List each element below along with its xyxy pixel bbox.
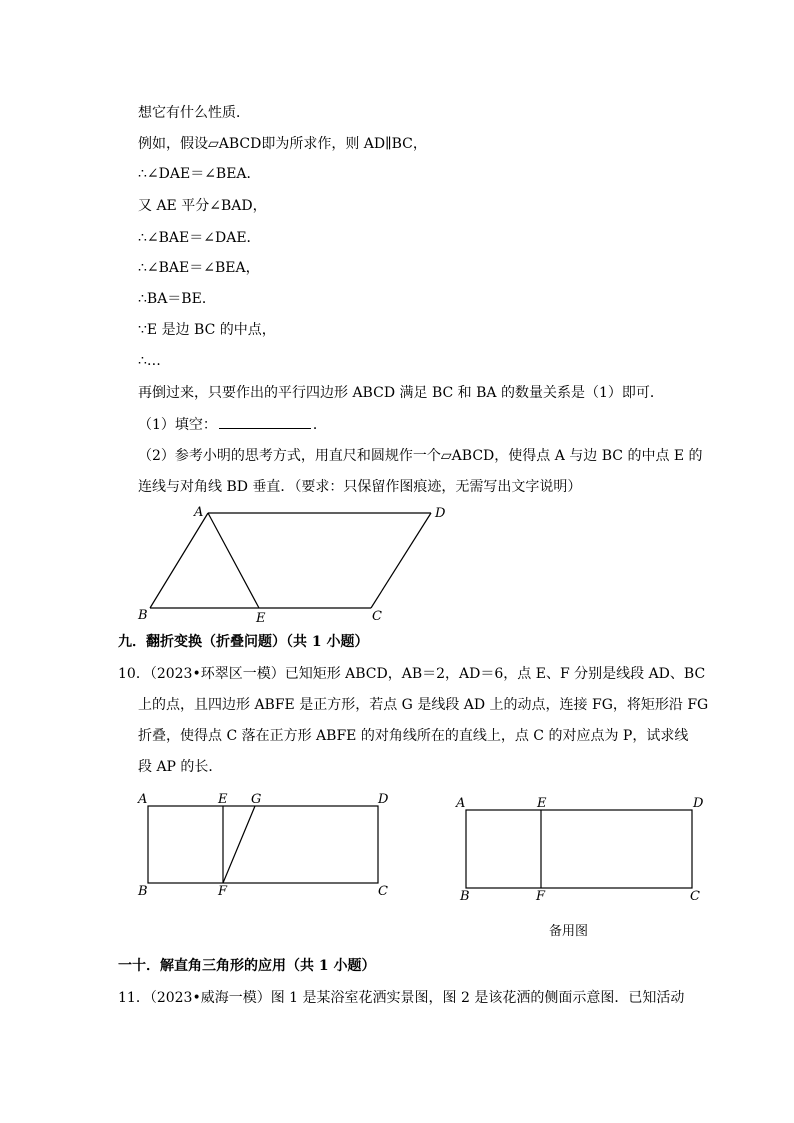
q10-line-4: 段 AP 的长． (138, 759, 223, 775)
text-line-6: ∴∠BAE＝∠BEA， (138, 260, 260, 276)
label-A: A (456, 796, 466, 811)
section-10-heading: 一十．解直角三角形的应用（共 1 小题） (118, 958, 376, 974)
q11-line-1: 11．（2023•威海一模）图 1 是某浴室花洒实景图，图 2 是该花洒的侧面示意图．已知活动 (118, 990, 685, 1006)
label-C: C (378, 884, 388, 899)
rectangle-ABCD (466, 810, 692, 888)
text-line-5: ∴∠BAE＝∠DAE． (138, 230, 261, 246)
label-E: E (537, 796, 547, 811)
q10-line-2: 上的点，且四边形 ABFE 是正方形，若点 G 是线段 AD 上的动点，连接 FG，将矩形沿 FG (138, 697, 709, 713)
label-E: E (256, 611, 266, 626)
label-A: A (194, 505, 204, 520)
text-line-12: （2）参考小明的思考方式，用直尺和圆规作一个▱ABCD，使得点 A 与边 BC 的中点 E 的 (138, 448, 703, 464)
rectangle-ABCD (148, 806, 378, 883)
label-F: F (218, 884, 228, 899)
label-D: D (435, 506, 446, 521)
fill-in-period: ． (312, 417, 327, 433)
label-D: D (693, 796, 704, 811)
segment-AE (208, 513, 259, 608)
label-B: B (138, 608, 148, 623)
text-line-3: ∴∠DAE＝∠BEA． (138, 166, 261, 182)
text-line-7: ∴BA＝BE． (138, 291, 216, 307)
text-line-1: 想它有什么性质． (138, 105, 250, 121)
label-C: C (372, 609, 382, 624)
segment-DC (371, 513, 431, 608)
text-line-13: 连线与对角线 BD 垂直．（要求：只保留作图痕迹，无需写出文字说明） (138, 479, 582, 495)
q10-line-3: 折叠，使得点 C 落在正方形 ABFE 的对角线所在的直线上，点 C 的对应点为 P，试求线 (138, 728, 689, 744)
label-G: G (251, 792, 262, 807)
label-C: C (690, 889, 700, 904)
text-line-9: ∴… (138, 353, 161, 369)
fill-in-line (138, 414, 327, 435)
section-9-heading: 九．翻折变换（折叠问题）（共 1 小题） (118, 634, 369, 650)
label-F: F (536, 889, 546, 904)
fill-in-label: （1）填空： (138, 417, 217, 433)
label-B: B (460, 889, 470, 904)
segment-AB (150, 513, 208, 608)
label-A: A (138, 792, 148, 807)
label-B: B (138, 884, 148, 899)
text-line-10: 再倒过来，只要作出的平行四边形 ABCD 满足 BC 和 BA 的数量关系是（1）即可． (138, 385, 664, 401)
answer-blank[interactable] (219, 414, 311, 429)
label-E: E (218, 792, 228, 807)
segment-FG (223, 806, 255, 883)
text-line-2: 例如，假设▱ABCD即为所求作，则 AD∥BC， (138, 136, 427, 152)
q10-line-1: 10．（2023•环翠区一模）已知矩形 ABCD，AB＝2，AD＝6，点 E、F 分别是线段 AD、BC (118, 666, 706, 682)
text-line-4: 又 AE 平分∠BAD， (138, 198, 267, 214)
backup-figure-caption: 备用图 (549, 924, 589, 939)
label-D: D (378, 792, 389, 807)
text-line-8: ∵E 是边 BC 的中点， (138, 322, 276, 338)
